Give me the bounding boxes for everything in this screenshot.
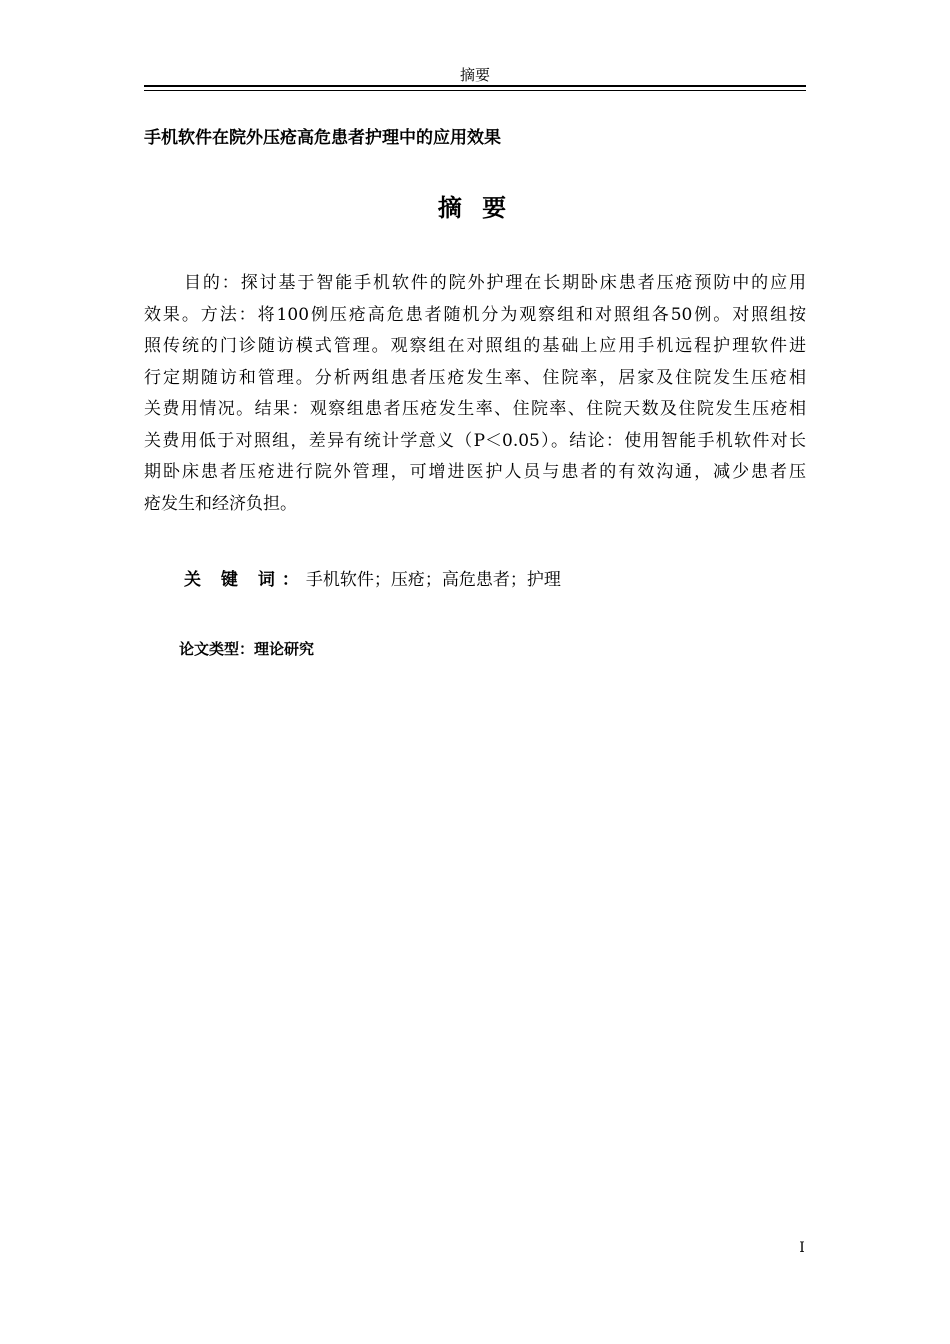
abstract-line: 期卧床患者压疮进行院外管理，可增进医护人员与患者的有效沟通，减少患者压 — [144, 462, 806, 482]
abstract-line: 效果。方法：将100例压疮高危患者随机分为观察组和对照组各50例。对照组按 — [144, 304, 806, 325]
abstract-line: 关费用情况。结果：观察组患者压疮发生率、住院率、住院天数及住院发生压疮相 — [144, 399, 806, 419]
header-rule-thin — [144, 90, 806, 91]
abstract-line: 行定期随访和管理。分析两组患者压疮发生率、住院率，居家及住院发生压疮相 — [144, 367, 806, 388]
page-header — [144, 64, 806, 94]
abstract-body — [144, 268, 806, 520]
page-number: I — [799, 1240, 805, 1256]
keywords-label: 关 键 词： — [184, 570, 306, 590]
abstract-line: 目的：探讨基于智能手机软件的院外护理在长期卧床患者压疮预防中的应用 — [184, 273, 806, 293]
keywords — [184, 566, 561, 594]
abstract-heading: 摘 要 — [437, 194, 513, 222]
paper-type: 论文类型：理论研究 — [179, 640, 315, 658]
header-rule-thick — [144, 85, 806, 87]
keywords-value: 手机软件；压疮；高危患者；护理 — [305, 570, 561, 590]
running-header-title: 摘要 — [459, 66, 490, 84]
abstract-line: 关费用低于对照组，差异有统计学意义（P＜0.05）。结论：使用智能手机软件对长 — [144, 430, 806, 451]
paper-title: 手机软件在院外压疮高危患者护理中的应用效果 — [144, 128, 501, 148]
abstract-line: 照传统的门诊随访模式管理。观察组在对照组的基础上应用手机远程护理软件进 — [144, 336, 806, 356]
abstract-line: 疮发生和经济负担。 — [144, 493, 297, 514]
